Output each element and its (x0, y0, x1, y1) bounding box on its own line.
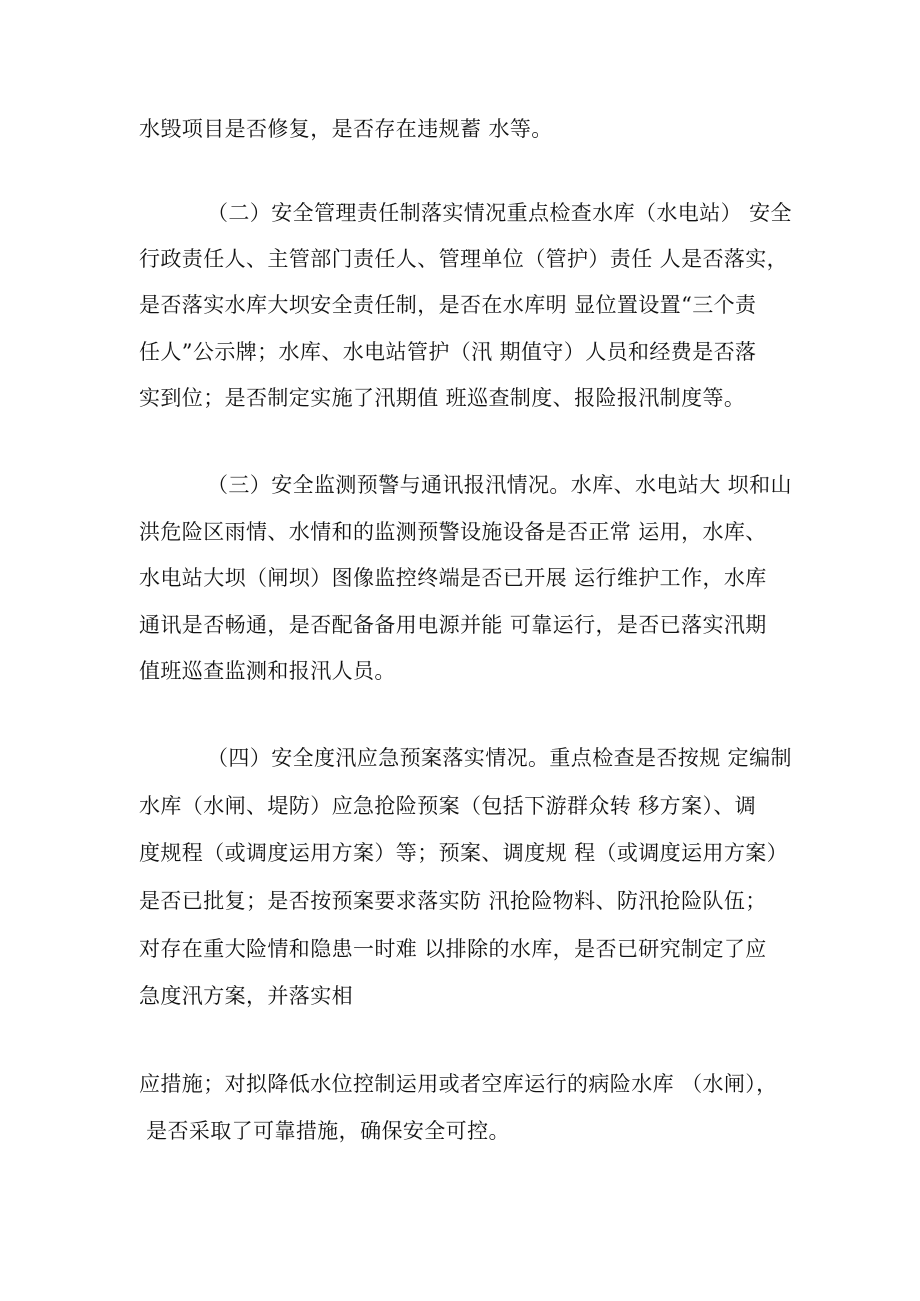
paragraph-1-line-1: 水毁项目是否修复，是否存在违规蓄 水等。 (139, 117, 553, 141)
paragraph-4-line-4: 是否已批复；是否按预案要求落实防 汛抢险物料、防汛抢险队伍； (139, 889, 767, 913)
paragraph-4-line-5: 对存在重大险情和隐患一时难 以排除的水库，是否已研究制定了应 (139, 937, 767, 961)
paragraph-3-line-4: 通讯是否畅通，是否配备备用电源并能 可靠运行，是否已落实汛期 (139, 613, 767, 637)
paragraph-5-line-1: 应措施；对拟降低水位控制运用或者空库运行的病险水库 （水闸）， (139, 1072, 778, 1096)
paragraph-2-line-5: 实到位；是否制定实施了汛期值 班巡查制度、报险报汛制度等。 (139, 386, 746, 410)
paragraph-3-line-3: 水电站大坝（闸坝）图像监控终端是否已开展 运行维护工作，水库 (139, 566, 767, 590)
paragraph-2-line-2: 行政责任人、主管部门责任人、管理单位（管护）责任 人是否落实， (139, 247, 789, 271)
paragraph-4-line-6: 急度汛方案，并落实相 (139, 984, 353, 1008)
paragraph-4-line-1: （四）安全度汛应急预案落实情况。重点检查是否按规 定编制 (207, 746, 792, 770)
paragraph-3-line-5: 值班巡查监测和报汛人员。 (139, 659, 396, 683)
paragraph-5-line-2: 是否采取了可靠措施，确保安全可控。 (139, 1119, 510, 1143)
paragraph-4-line-2: 水库（水闸、堤防）应急抢险预案（包括下游群众转 移方案）、调 (139, 794, 757, 818)
paragraph-2-line-4: 任人”公示牌；水库、水电站管护（汛 期值守）人员和经费是否落 (139, 340, 757, 364)
paragraph-2-line-3: 是否落实水库大坝安全责任制，是否在水库明 显位置设置“三个责 (139, 293, 757, 317)
paragraph-4-line-3: 度规程（或调度运用方案）等；预案、调度规 程（或调度运用方案） (139, 841, 789, 865)
paragraph-3-line-1: （三）安全监测预警与通讯报汛情况。水库、水电站大 坝和山 (207, 473, 792, 497)
paragraph-2-line-1: （二）安全管理责任制落实情况重点检查水库（水电站） 安全 (207, 201, 792, 225)
paragraph-3-line-2: 洪危险区雨情、水情和的监测预警设施设备是否正常 运用，水库、 (139, 520, 767, 544)
